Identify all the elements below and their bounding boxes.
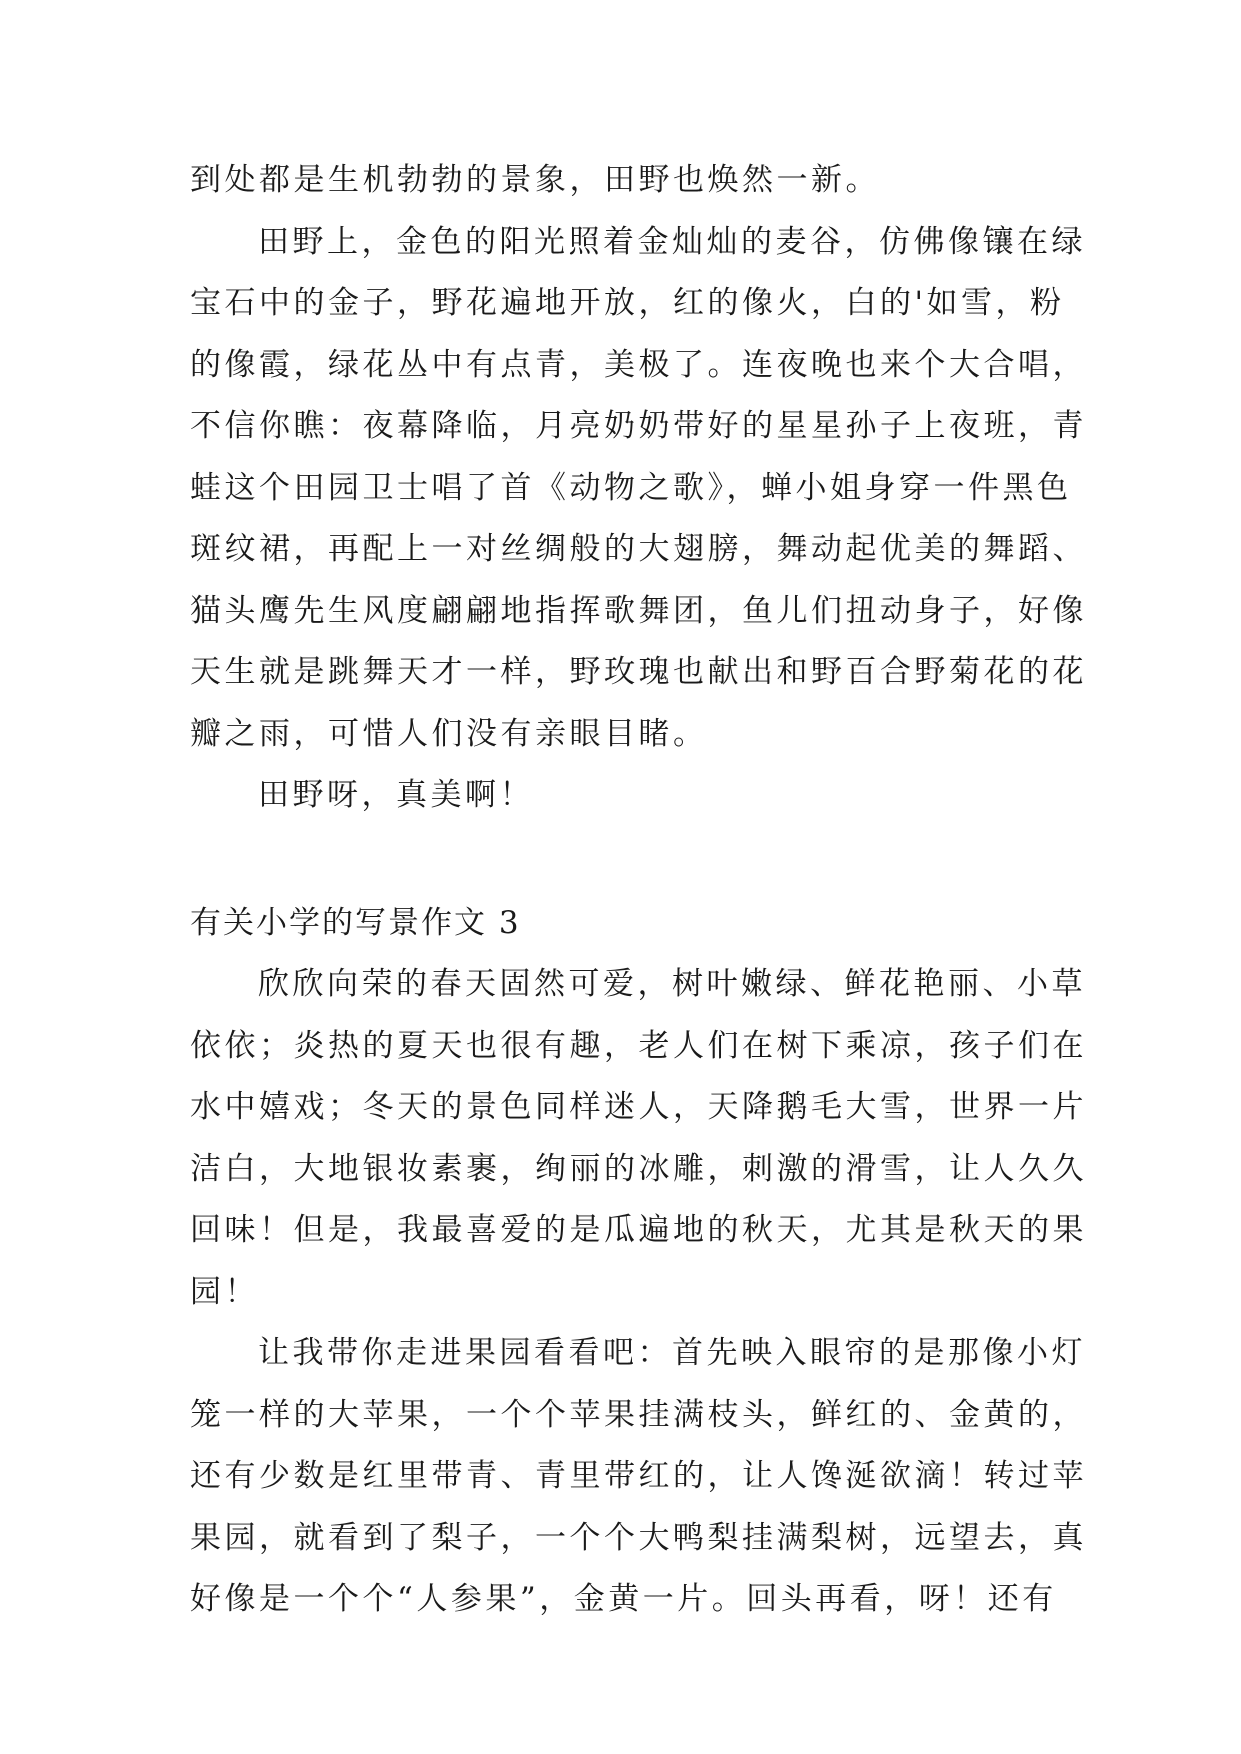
text-line: 依依；炎热的夏天也很有趣，老人们在树下乘凉，孩子们在 [190, 1027, 1087, 1064]
text-line: 猫头鹰先生风度翩翩地指挥歌舞团，鱼儿们扭动身子，好像 [190, 592, 1087, 629]
text-line: 田野呀，真美啊！ [258, 777, 534, 813]
paragraph-exclaim [190, 765, 1060, 827]
text-line: 天生就是跳舞天才一样，野玫瑰也献出和野百合野菊花的花 [190, 654, 1087, 690]
text-line: 回味！但是，我最喜爱的是瓜遍地的秋天，尤其是秋天的果 [190, 1212, 1087, 1248]
section-spacer [190, 827, 1060, 893]
text-line: 瓣之雨，可惜人们没有亲眼目睹。 [190, 715, 708, 752]
text-line: 蛙这个田园卫士唱了首《动物之歌》，蝉小姐身穿一件黑色 [190, 469, 1072, 506]
document-page [190, 150, 1087, 1631]
text-line: 好像是一个个“人参果”，金黄一片。回头再看，呀！还有 [190, 1581, 1057, 1617]
paragraph-intro [190, 150, 1060, 212]
text-line: 水中嬉戏；冬天的景色同样迷人，天降鹅毛大雪，世界一片 [190, 1089, 1087, 1125]
text-line: 让我带你走进果园看看吧：首先映入眼帘的是那像小灯 [258, 1335, 1086, 1371]
paragraph-orchard [190, 1323, 1087, 1631]
text-line: 园！ [190, 1273, 259, 1310]
text-line: 欣欣向荣的春天固然可爱，树叶嫩绿、鲜花艳丽、小草 [258, 966, 1086, 1002]
text-line: 到处都是生机勃勃的景象，田野也焕然一新。 [190, 162, 880, 198]
text-line: 不信你瞧：夜幕降临，月亮奶奶带好的星星孙子上夜班，青 [190, 408, 1087, 444]
text-line: 还有少数是红里带青、青里带红的，让人馋涎欲滴！转过苹 [190, 1458, 1087, 1494]
text-line: 田野上，金色的阳光照着金灿灿的麦谷，仿佛像镶在绿 [258, 223, 1086, 260]
text-line: 笼一样的大苹果，一个个苹果挂满枝头，鲜红的、金黄的， [190, 1396, 1087, 1433]
text-line: 宝石中的金子，野花遍地开放，红的像火，白的'如雪，粉 [190, 285, 1065, 321]
text-line: 的像霞，绿花丛中有点青，美极了。连夜晚也来个大合唱， [190, 346, 1087, 383]
section-title: 有关小学的写景作文 3 [190, 904, 521, 941]
paragraph-fields [190, 212, 1087, 766]
text-line: 斑纹裙，再配上一对丝绸般的大翅膀，舞动起优美的舞蹈、 [190, 531, 1087, 567]
paragraph-seasons [190, 954, 1087, 1323]
text-line: 果园，就看到了梨子，一个个大鸭梨挂满梨树，远望去，真 [190, 1519, 1087, 1556]
text-line: 洁白，大地银妆素裹，绚丽的冰雕，刺激的滑雪，让人久久 [190, 1150, 1087, 1187]
